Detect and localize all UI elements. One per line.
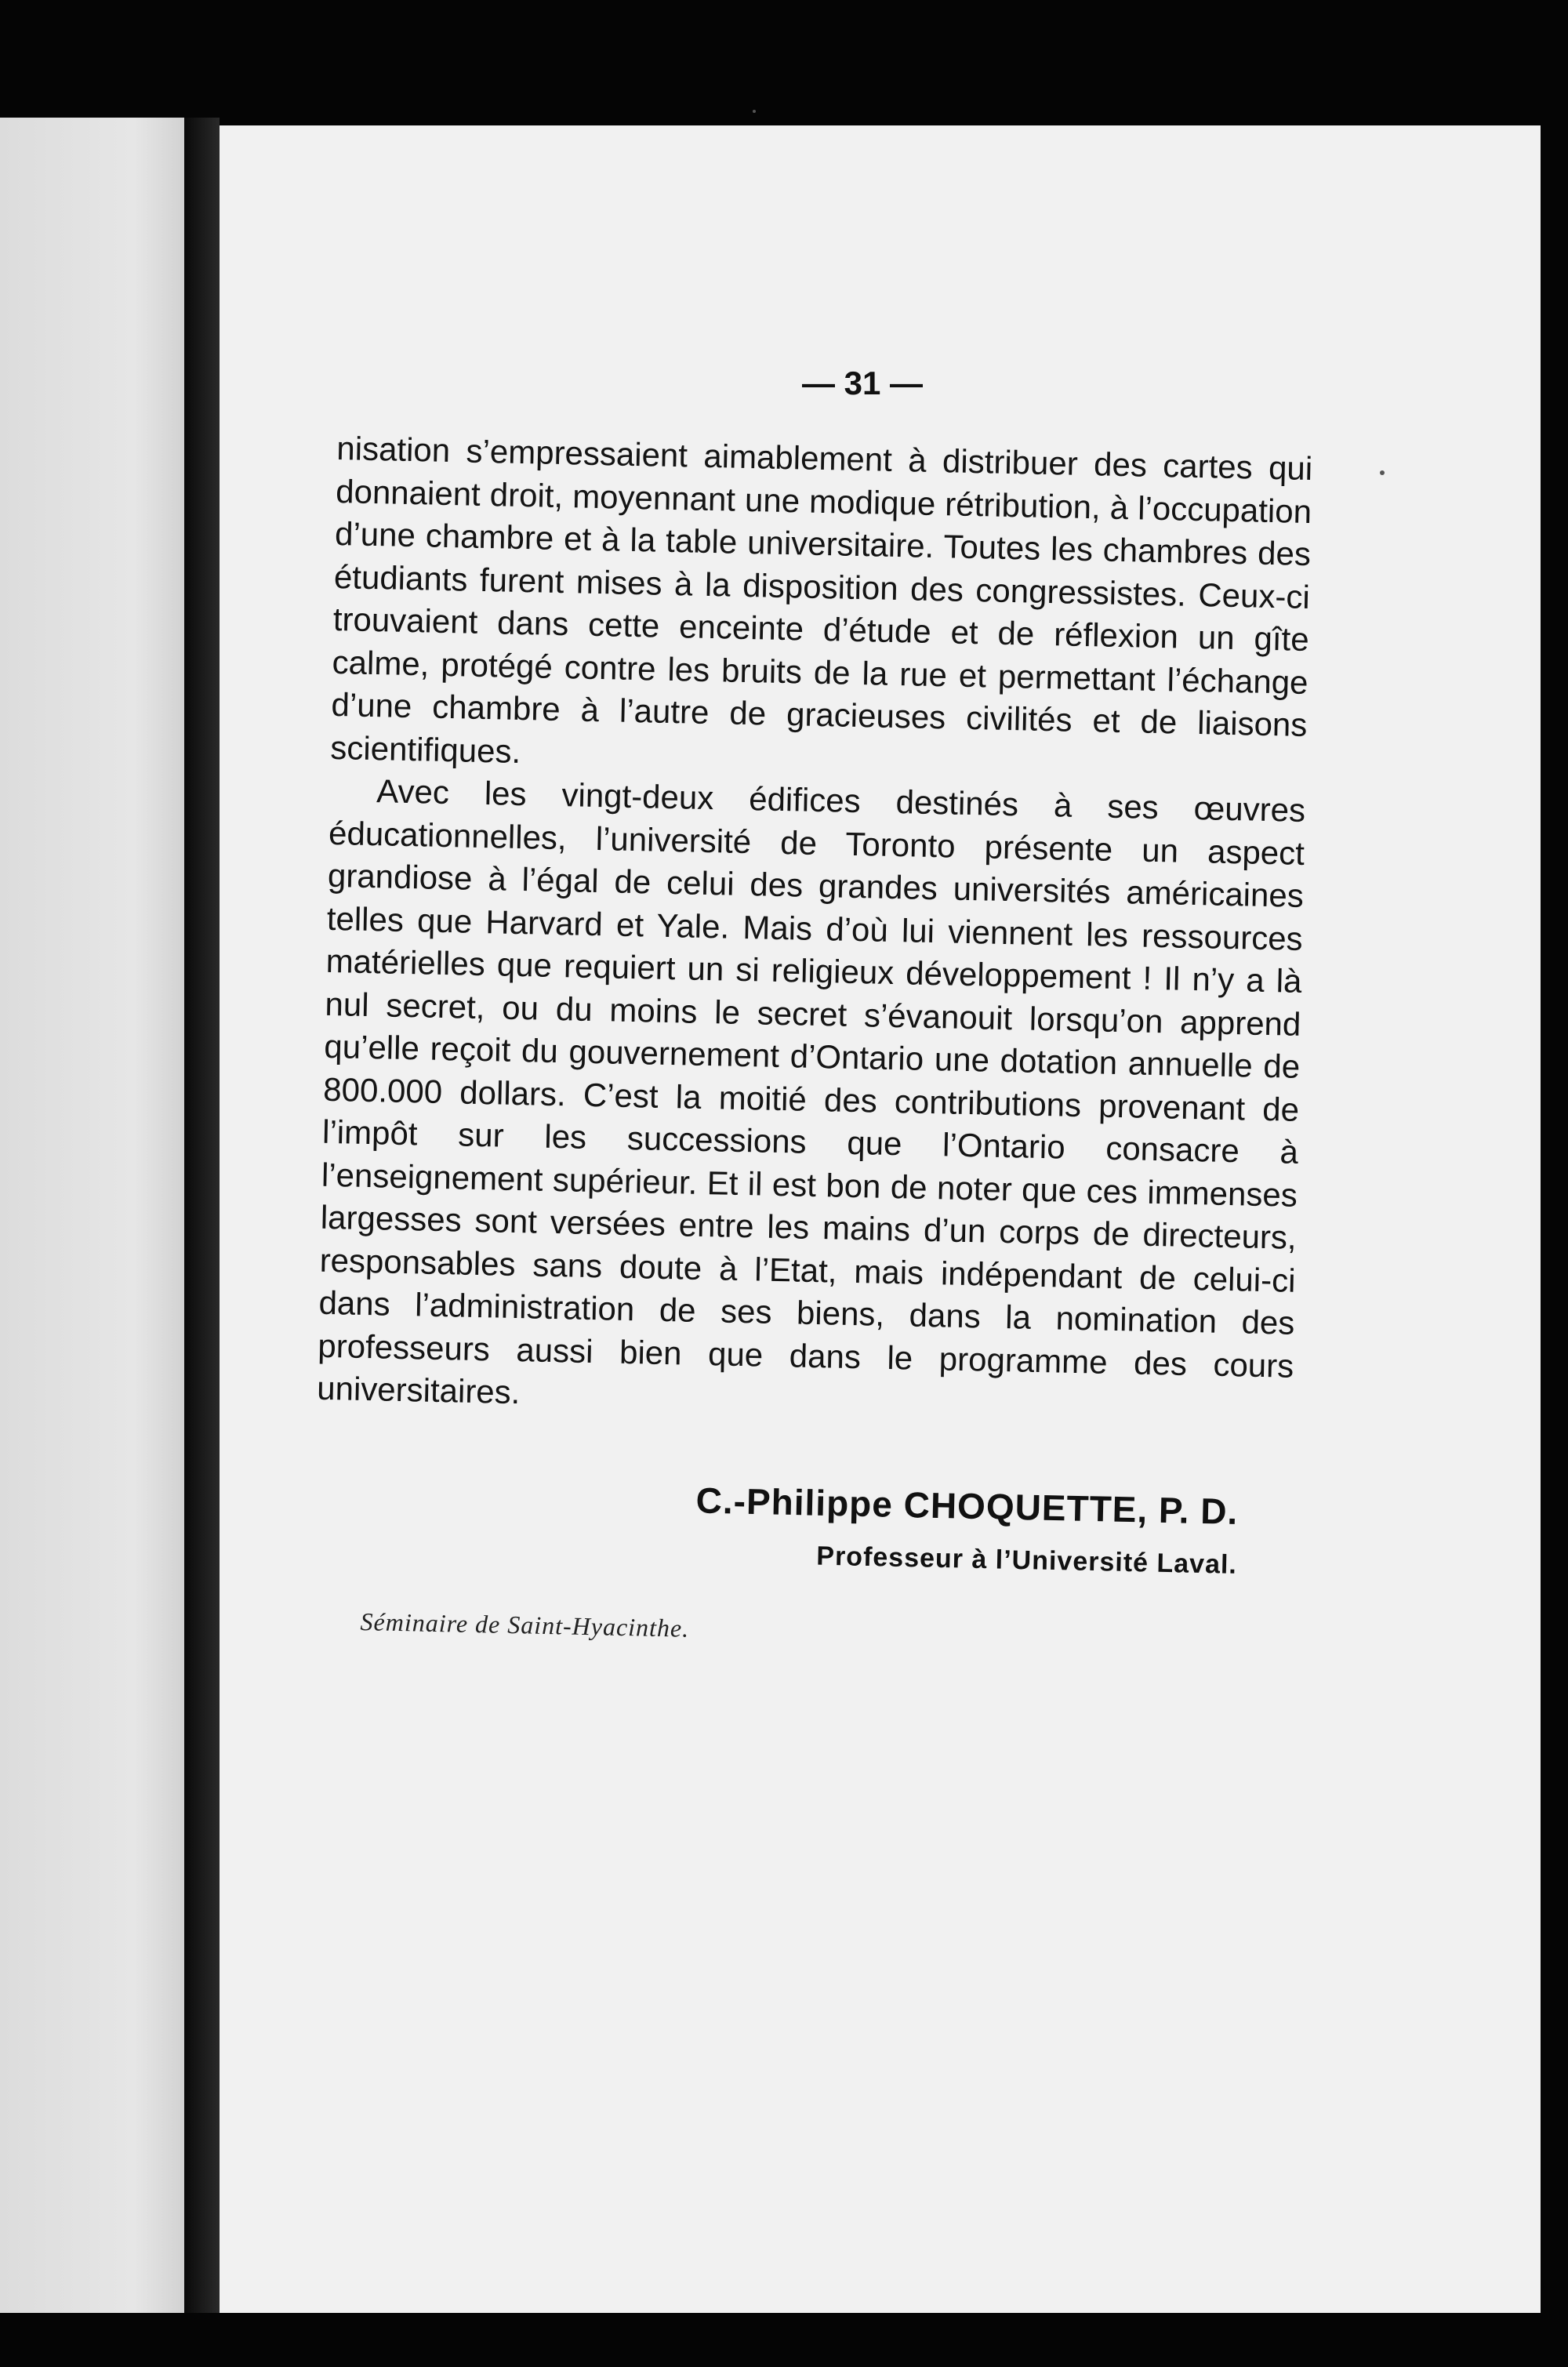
- author-title: Professeur à l’Université Laval.: [815, 1541, 1238, 1580]
- paragraph-2: Avec les vingt-deux édifices destinés à ses œuvres éducationnelles, l’université de Toronto présente un aspect grandiose à l’égal de celui des grandes universités américaines telles que Harvard et Yale. Mais d’où lui viennent les ressources matérielles que requiert un si religieux développement ! Il n’y a là nul secret, ou du moins le secret s’évanouit lorsqu’on apprend qu’elle reçoit du gouvernement d’Ontario une dotation annuelle de 800.000 dollars. C’est la moitié des contributions provenant de l’impôt sur les successions que l’Ontario consacre à l’enseignement supérieur. Et il est bon de noter que ces immenses largesses sont versées entre les mains d’un corps de directeurs, responsables sans doute à l’Etat, mais indépendant de celui-ci dans l’administration de ses biens, dans la nomination des professeurs aussi bien que dans le programme des cours universitaires.: [316, 772, 1306, 1411]
- place-line: Séminaire de Saint-Hyacinthe.: [360, 1607, 690, 1643]
- paragraph-1: nisation s’empressaient aimablement à distribuer des cartes qui donnaient droit, moyennant une modique rétribution, à l’occupation d’une chambre et à la table universitaire. Toutes les chambres des étudiants furent mises à la disposition des congressistes. Ceux-ci trouvaient dans cette enceinte d’étude et de réflexion un gîte calme, protégé contre les bruits de la rue et permettant l’échange d’une chambre à l’autre de gracieuses civilités et de liaisons scientifiques.: [329, 429, 1313, 770]
- ink-speck: [1380, 470, 1385, 475]
- ink-speck: [753, 110, 756, 113]
- signature-block: [641, 1478, 1239, 1581]
- page-number: — 31 —: [801, 365, 924, 401]
- author-name: C.-Philippe CHOQUETTE, P. D.: [695, 1479, 1239, 1532]
- body-text: [317, 427, 1313, 1430]
- left-page-edge: [0, 118, 192, 2313]
- binding-shadow: [184, 118, 220, 2313]
